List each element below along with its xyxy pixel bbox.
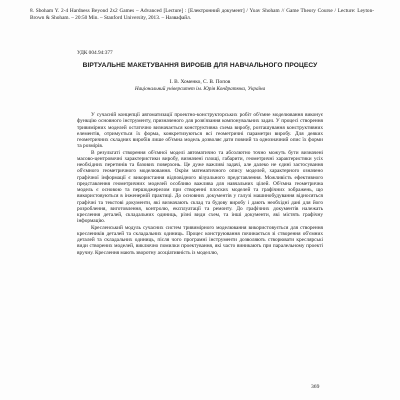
body-paragraph: У сучасній концепції автоматизації проектно-конструкторських робіт об'ємне моделювання виконує функцію основного інструменту, призначеного для розв'язання компонувальних задач. У процесі створення тривимірних моделей остаточно визначається конструктивна схема виробу, розташування конструктивних елементів, отримується їх форма, конкретизуються всі геометричні параметри виробу. Для деяких геометричних складних виробів лише об'ємна модель дозволяє дати повний та однозначний опис їх форми та розмірів. bbox=[77, 112, 323, 150]
page-number: 369 bbox=[311, 384, 320, 390]
article-body bbox=[77, 112, 323, 380]
body-paragraph: В результаті створення об'ємної моделі автоматично та абсолютно точно можуть бути визначені масово-центровочні характеристики виробу, визначені площі, габарити, геометричні характеристики усіх необхідних перетинів та базових поверхонь. Це дуже важливі задачі, але далеко не єдині застосування об'ємного геометричного моделювання. Окрім математичного опису моделей, характерного означено графічної інформації є використання відповідного візуального представлення. Можливість ефективного представлення геометричних моделей особливо важлива для навчальних цілей. Об'ємна геометрична модель є основою та першоджерелом при створенні плоских моделей та графічних зображень, що використовуються в інженерній практиці. До основних документів у галузі машинобудування відносяться графічні та текстові документи, які визначають склад та будову виробу і дають необхідні дані для його розроблення, виготовлення, контролю, експлуатації та ремонту. До графічних документів належать креслення деталей, складальних одиниць, різні види схем, та інші документи, які містять графічну інформацію. bbox=[77, 149, 323, 225]
body-paragraph: Кресленський модуль сучасних систем тривимірного моделювання використовується для створення креслеників деталей та складальних одиниць. Процес конструювання починається зі створення об'ємних деталей та складальних одиниць, після чого програмні інструменти дозволяють створювати креслярські види створених моделей, виключно помилки проектування, які часто виникають при паралельному проекті вручну. Креслення мають зворотну асоціативність із моделлю, bbox=[77, 224, 323, 256]
author-affiliation: Національний університет ім. Юрія Кондратюка, Україна bbox=[134, 86, 266, 92]
udk-code: УДК 004.94:377 bbox=[77, 50, 113, 56]
article-authors: І. В. Хоменко, С. В. Попов bbox=[169, 79, 231, 85]
reference-entry: 8. Sboham Y. 2-4 Hardness Beyond 2x2 Games – Advanced [Lecture] : [Електронний документ] / Yoav Shoham // Game Theory Course / Lecture: Leyton-Brown & Shoham. – 20:50 Min. – Stanford University, 2013. – Назвафайл. bbox=[30, 8, 374, 21]
article-title: ВІРТУАЛЬНЕ МАКЕТУВАННЯ ВИРОБІВ ДЛЯ НАВЧАЛЬНОГО ПРОЦЕСУ bbox=[82, 62, 318, 69]
